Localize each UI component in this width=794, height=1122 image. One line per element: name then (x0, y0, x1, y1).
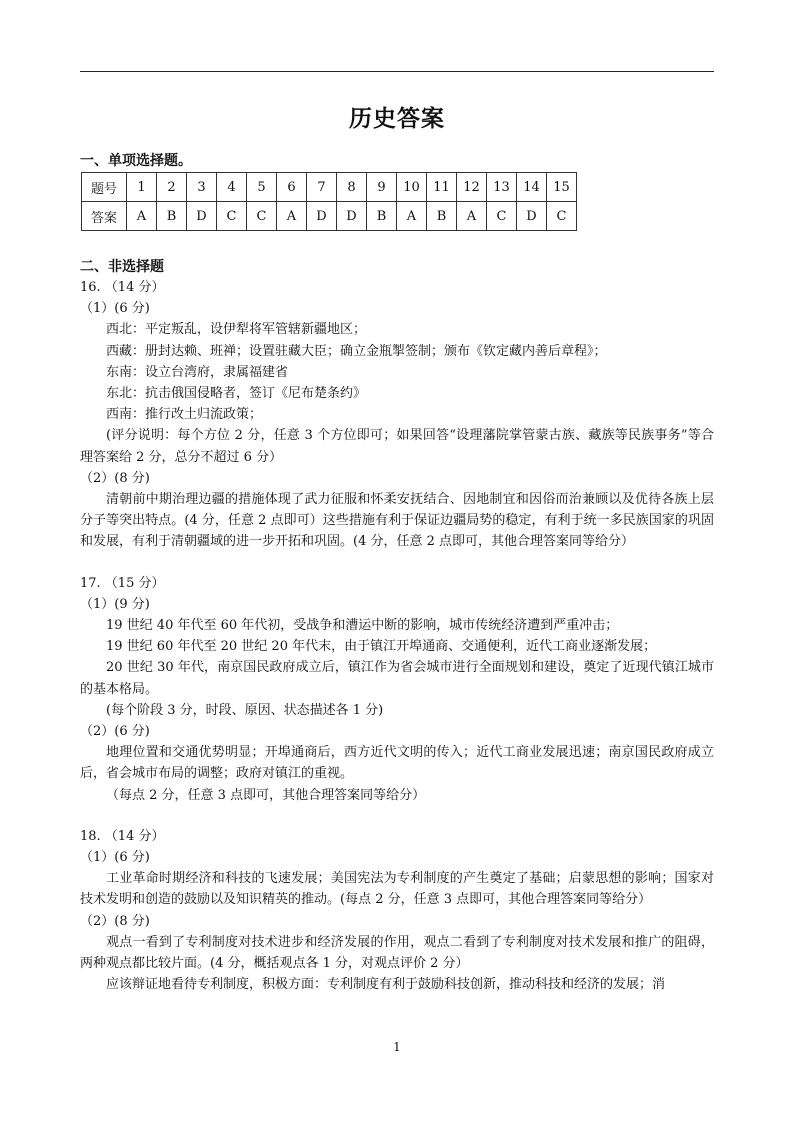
question-label: 16. （14 分） (80, 280, 165, 295)
answer-body (80, 277, 714, 996)
answer-cell: A (397, 202, 427, 231)
question-number: 13 (487, 173, 517, 202)
answer-cell: D (307, 202, 337, 231)
question-number: 5 (247, 173, 277, 202)
question-label: 17. （15 分） (80, 575, 165, 591)
question-number: 6 (277, 173, 307, 202)
question-number: 8 (337, 173, 367, 202)
question-number: 15 (547, 173, 577, 202)
answer-paragraph: 19 世纪 40 年代至 60 年代初，受战争和漕运中断的影响，城市传统经济遭到严重冲击； (106, 618, 619, 634)
answer-cell: A (127, 202, 157, 231)
table-row-numbers (82, 173, 577, 202)
paragraph-gap (80, 553, 714, 573)
question-label: （1）(9 分) (80, 596, 150, 612)
section-heading-multiple-choice: 一、单项选择题。 (80, 153, 192, 169)
answer-paragraph: 工业革命时期经济和科技的飞速发展；美国宪法为专利制度的产生奠定了基础；启蒙思想的影响；国家对技术发明和创造的鼓励以及知识精英的推动。(每点 2 分，任意 3 点即可，其他合理答案同等给分） (80, 871, 714, 908)
answer-table (81, 172, 577, 231)
answer-paragraph: 应该辩证地看待专利制度，积极方面：专利制度有利于鼓励科技创新，推动科技和经济的发展；消 (106, 977, 666, 993)
answer-paragraph: 东南：设立台湾府，隶属福建省 (106, 364, 289, 380)
question-number: 2 (157, 173, 187, 202)
answer-cell: A (277, 202, 307, 231)
answer-cell: D (517, 202, 547, 231)
answer-paragraph: (每个阶段 3 分，时段、原因、状态描述各 1 分) (106, 702, 384, 718)
question-label: （1）(6 分) (80, 301, 150, 317)
answer-paragraph: 西藏：册封达赖、班禅；设置驻藏大臣；确立金瓶掣签制；颁布《钦定藏内善后章程》； (106, 343, 607, 359)
answer-cell: D (187, 202, 217, 231)
answer-cell: B (157, 202, 187, 231)
question-number: 1 (127, 173, 157, 202)
row-header: 答案 (82, 202, 127, 231)
answer-cell: A (457, 202, 487, 231)
question-number: 12 (457, 173, 487, 202)
answer-cell: C (247, 202, 277, 231)
answer-paragraph: 清朝前中期治理边疆的措施体现了武力征服和怀柔安抚结合、因地制宜和因俗而治兼顾以及优待各族上层分子等突出特点。(4 分，任意 2 点即可）这些措施有利于保证边疆局势的稳定，有利于统一多民族国家的巩固和发展，有利于清朝疆域的进一步开拓和巩固。(4 分，任意 2 点即可，其他合理答案同等给分） (80, 492, 714, 550)
row-header: 题号 (82, 173, 127, 202)
question-number: 11 (427, 173, 457, 202)
question-label: 18. （14 分） (80, 828, 165, 844)
question-label: （1）(6 分) (80, 850, 150, 866)
answer-paragraph: （每点 2 分，任意 3 点即可，其他合理答案同等给分） (106, 787, 426, 803)
answer-paragraph: 19 世纪 60 年代至 20 世纪 20 年代末，由于镇江开埠通商、交通便利，近代工商业逐渐发展； (106, 639, 657, 655)
answer-paragraph: 西北：平定叛乱，设伊犁将军管辖新疆地区； (106, 322, 367, 338)
question-number: 3 (187, 173, 217, 202)
page-title: 历史答案 (349, 105, 445, 132)
section-heading-non-choice: 二、非选择题 (80, 259, 164, 275)
answer-paragraph: 西南：推行改土归流政策； (106, 407, 263, 423)
question-number: 4 (217, 173, 247, 202)
answer-cell: C (487, 202, 517, 231)
question-label: （2）(8 分) (80, 913, 150, 929)
question-label: （2）(6 分) (80, 724, 150, 740)
answer-paragraph: (评分说明：每个方位 2 分，任意 3 个方位即可；如果回答“设理藩院掌管蒙古族、藏族等民族事务”等合理答案给 2 分，总分不超过 6 分） (80, 428, 714, 465)
page-number: 1 (393, 1040, 401, 1054)
question-number: 7 (307, 173, 337, 202)
answer-cell: B (367, 202, 397, 231)
paragraph-gap (80, 806, 714, 826)
answer-paragraph: 20 世纪 30 年代，南京国民政府成立后，镇江作为省会城市进行全面规划和建设，奠定了近现代镇江城市的基本格局。 (80, 660, 714, 697)
header-rule (80, 71, 714, 72)
answer-cell: C (547, 202, 577, 231)
answer-paragraph: 观点一看到了专利制度对技术进步和经济发展的作用，观点二看到了专利制度对技术发展和推广的阻碍，两种观点都比较片面。(4 分，概括观点各 1 分，对观点评价 2 分） (80, 934, 714, 972)
answer-cell: B (427, 202, 457, 231)
answer-cell: C (217, 202, 247, 231)
question-number: 9 (367, 173, 397, 202)
answer-paragraph: 地理位置和交通优势明显；开埠通商后，西方近代文明的传入；近代工商业发展迅速；南京国民政府成立后，省会城市布局的调整；政府对镇江的重视。 (80, 745, 714, 782)
question-label: （2）(8 分) (80, 470, 150, 486)
answer-paragraph: 东北：抗击俄国侵略者，签订《尼布楚条约》 (106, 386, 367, 402)
question-number: 14 (517, 173, 547, 202)
question-number: 10 (397, 173, 427, 202)
answer-cell: D (337, 202, 367, 231)
table-row-answers (82, 202, 577, 231)
